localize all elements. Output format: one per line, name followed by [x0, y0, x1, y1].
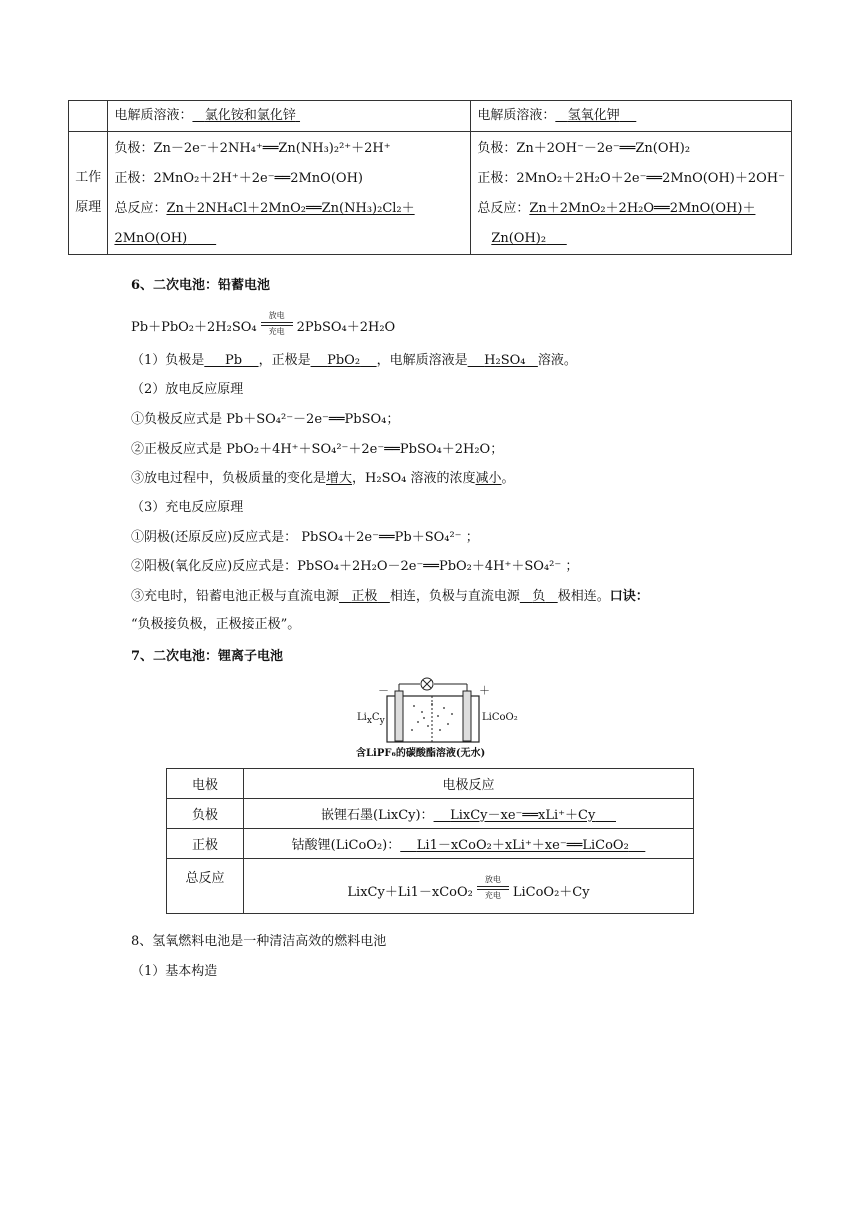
table-header: 电极反应	[244, 769, 694, 799]
cathode-label: LiCoO₂	[482, 712, 518, 723]
table-cell: 负极：Zn－2e⁻＋2NH₄⁺══Zn(NH₃)₂²⁺＋2H⁺ 正极：2MnO₂＋2H⁺＋2e⁻══2MnO(OH) 总反应：Zn＋2NH₄Cl＋2MnO₂══Zn(NH₃)₂Cl₂＋ 2MnO(OH)	[108, 132, 471, 255]
question-3-2: ②阳极(氧化反应)反应式是：PbSO₄＋2H₂O－2e⁻══PbO₂＋4H⁺＋SO₄²⁻ ；	[131, 559, 579, 574]
anode-label: $Li_xC_y$	[357, 712, 385, 726]
table-cell	[471, 101, 792, 132]
answer-blank: 氯化铵和氯化锌	[204, 108, 296, 123]
equation: 2MnO₂＋2H₂O＋2e⁻══2MnO(OH)＋2OH⁻	[516, 171, 785, 186]
answer-blank: 氢氧化钾	[567, 108, 620, 123]
section-heading: 6、二次电池：铅蓄电池	[131, 278, 271, 293]
question-1: （1）负极是 Pb ，正极是 PbO₂ ，电解质溶液是 H₂SO₄ 溶液。	[131, 353, 577, 368]
main-equation: Pb＋PbO₂＋2H₂SO₄ 放电 充电 2PbSO₄＋2H₂O	[131, 310, 396, 336]
label: 电解质溶液：	[114, 108, 193, 123]
table-header: 电极	[167, 769, 244, 799]
question-2-title: （2）放电反应原理	[131, 382, 244, 397]
table-row	[69, 132, 792, 255]
mnemonic: “负极接负极，正极接正极”。	[131, 617, 301, 632]
row-label: 工作 原理	[69, 132, 108, 255]
table-cell: 负极	[167, 799, 244, 829]
li-ion-table	[166, 768, 694, 914]
plus-sign: ＋	[479, 684, 490, 697]
equation: 2MnO₂＋2H⁺＋2e⁻══2MnO(OH)	[153, 171, 363, 186]
equation: Zn＋2OH⁻－2e⁻══Zn(OH)₂	[516, 141, 691, 156]
table-cell: 钴酸锂(LiCoO₂)： Li1－xCoO₂＋xLi⁺＋xe⁻══LiCoO₂	[244, 829, 694, 859]
answer-blank: Zn＋2MnO₂＋2H₂O══2MnO(OH)＋	[529, 201, 756, 216]
table-cell: 嵌锂石墨(LixCy)： LixCy－xe⁻══xLi⁺＋Cy	[244, 799, 694, 829]
answer-blank: Zn(OH)₂	[491, 231, 547, 246]
table-row	[167, 829, 694, 859]
label: 电解质溶液：	[477, 108, 556, 123]
section-heading: 7、二次电池：锂离子电池	[131, 649, 284, 664]
table-row	[167, 859, 694, 914]
li-ion-cell-diagram	[352, 676, 518, 764]
question-3-3: ③充电时，铅蓄电池正极与直流电源 正极 相连，负极与直流电源 负 极相连。口诀：	[131, 589, 649, 604]
question-2-2: ②正极反应式是 PbO₂＋4H⁺＋SO₄²⁻＋2e⁻══PbSO₄＋2H₂O；	[131, 442, 504, 457]
equation: Zn－2e⁻＋2NH₄⁺══Zn(NH₃)₂²⁺＋2H⁺	[153, 141, 391, 156]
table-cell: LixCy＋Li1－xCoO₂ 放电 充电 LiCoO₂＋Cy	[244, 859, 694, 914]
question-3-1: ①阴极(还原反应)反应式是： PbSO₄＋2e⁻══Pb＋SO₄²⁻ ；	[131, 530, 479, 545]
answer-blank: 2MnO(OH)	[114, 231, 188, 246]
table-row	[69, 101, 792, 132]
question-2-1: ①负极反应式是 Pb＋SO₄²⁻－2e⁻══PbSO₄；	[131, 412, 400, 427]
minus-sign: －	[378, 684, 389, 697]
battery-comparison-table	[68, 100, 792, 255]
table-cell: 正极	[167, 829, 244, 859]
answer-blank: Zn＋2NH₄Cl＋2MnO₂══Zn(NH₃)₂Cl₂＋	[166, 201, 415, 216]
reversible-arrow: 放电 充电	[475, 883, 511, 901]
diagram-caption: 含LiPF₆的碳酸酯溶液(无水)	[356, 748, 486, 759]
question-2-3: ③放电过程中，负极质量的变化是增大，H₂SO₄ 溶液的浓度减小。	[131, 471, 515, 486]
table-row	[167, 799, 694, 829]
table-cell	[108, 101, 471, 132]
table-cell: 总反应	[167, 859, 244, 914]
table-row	[167, 769, 694, 799]
reversible-arrow: 放电 充电	[259, 319, 295, 337]
table-cell: 负极：Zn＋2OH⁻－2e⁻══Zn(OH)₂ 正极：2MnO₂＋2H₂O＋2e⁻══2MnO(OH)＋2OH⁻ 总反应：Zn＋2MnO₂＋2H₂O══2MnO(OH)＋ Zn(OH)₂	[471, 132, 792, 255]
question-3-title: （3）充电反应原理	[131, 500, 244, 515]
subheading: （1）基本构造	[131, 964, 218, 979]
section-heading: 8、氢氧燃料电池是一种清洁高效的燃料电池	[131, 934, 387, 949]
table-cell-empty	[69, 101, 108, 132]
